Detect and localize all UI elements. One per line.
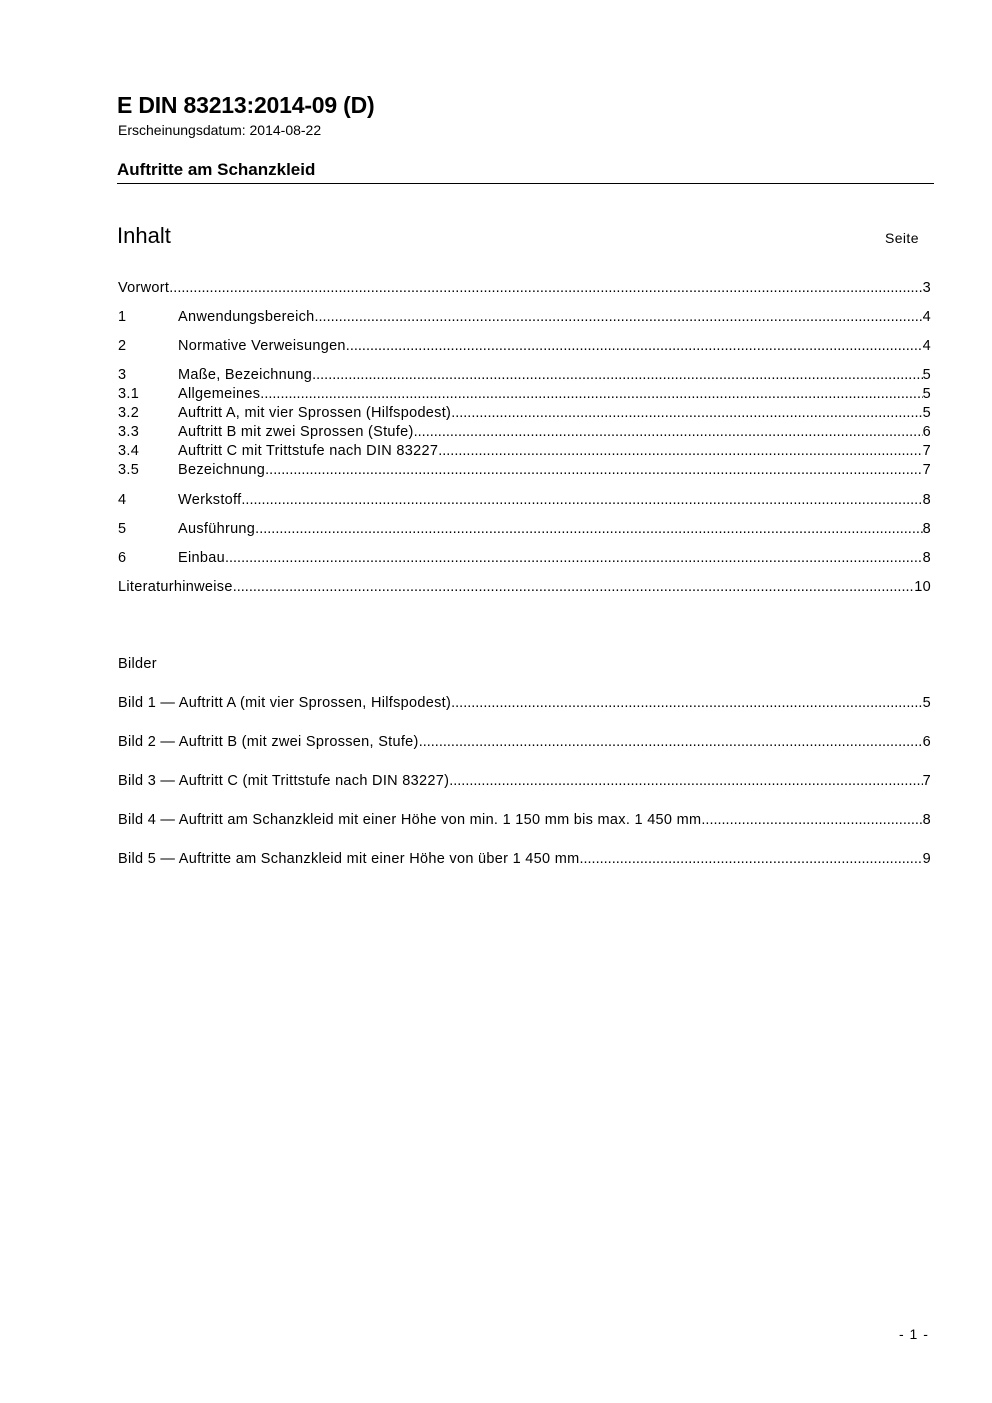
- toc-entry-label: Auftritt C mit Trittstufe nach DIN 83227: [178, 443, 439, 459]
- page-number: - 1 -: [899, 1326, 929, 1342]
- figure-entry-label: Bild 4 — Auftritt am Schanzkleid mit einer Höhe von min. 1 150 mm bis max. 1 450 mm: [118, 812, 702, 828]
- toc-entry-literaturhinweise[interactable]: [118, 578, 931, 596]
- dot-leader: [265, 461, 922, 479]
- toc-entry-number: 4: [118, 492, 127, 508]
- toc-entry-label: Allgemeines: [178, 386, 261, 402]
- toc-entry-number: 3.1: [118, 386, 140, 402]
- toc-entry-page: 3: [922, 280, 931, 296]
- figure-entry-page: 5: [922, 695, 931, 711]
- toc-entry-number: 2: [118, 338, 127, 354]
- dot-leader: [579, 850, 922, 868]
- document-subject: Auftritte am Schanzkleid: [117, 160, 316, 179]
- figure-entry-label: Bild 2 — Auftritt B (mit zwei Sprossen, Stufe): [118, 734, 419, 750]
- toc-entry-4[interactable]: [118, 491, 931, 509]
- toc-entry-1[interactable]: [118, 308, 931, 326]
- toc-entry-page: 10: [914, 579, 931, 595]
- dot-leader: [241, 491, 922, 509]
- page-column-label: Seite: [885, 230, 919, 246]
- figure-entry-5[interactable]: [118, 850, 931, 868]
- figure-entry-page: 9: [922, 851, 931, 867]
- dot-leader: [414, 423, 923, 441]
- figure-entry-4[interactable]: [118, 811, 931, 829]
- toc-entry-label: Einbau: [178, 550, 225, 566]
- toc-entry-label: Werkstoff: [178, 492, 242, 508]
- toc-entry-page: 8: [922, 521, 931, 537]
- document-title: E DIN 83213:2014-09 (D): [117, 92, 375, 118]
- toc-entry-number: 5: [118, 521, 127, 537]
- toc-entry-3-1[interactable]: [118, 385, 931, 403]
- toc-entry-label: Vorwort: [118, 280, 170, 296]
- figure-entry-label: Bild 3 — Auftritt C (mit Trittstufe nach DIN 83227): [118, 773, 450, 789]
- figures-heading: Bilder: [118, 656, 157, 672]
- toc-entry-number: 6: [118, 550, 127, 566]
- toc-entry-label: Literaturhinweise: [118, 579, 233, 595]
- toc-entry-page: 5: [922, 367, 931, 383]
- toc-entry-label: Auftritt A, mit vier Sprossen (Hilfspodest): [178, 405, 452, 421]
- figure-entry-page: 8: [922, 812, 931, 828]
- toc-entry-page: 8: [922, 492, 931, 508]
- dot-leader: [312, 366, 923, 384]
- toc-entry-page: 5: [922, 386, 931, 402]
- toc-entry-label: Maße, Bezeichnung: [178, 367, 313, 383]
- toc-entry-5[interactable]: [118, 520, 931, 538]
- toc-entry-label: Anwendungsbereich: [178, 309, 315, 325]
- publication-date: Erscheinungsdatum: 2014-08-22: [118, 122, 322, 138]
- dot-leader: [315, 308, 923, 326]
- toc-entry-label: Auftritt B mit zwei Sprossen (Stufe): [178, 424, 414, 440]
- toc-entry-number: 3.3: [118, 424, 140, 440]
- dot-leader: [451, 694, 923, 712]
- toc-entry-page: 4: [922, 309, 931, 325]
- toc-entry-number: 3.2: [118, 405, 140, 421]
- toc-entry-number: 3.5: [118, 462, 140, 478]
- dot-leader: [255, 520, 922, 538]
- toc-entry-page: 7: [922, 462, 931, 478]
- dot-leader: [233, 578, 915, 596]
- toc-entry-page: 4: [922, 338, 931, 354]
- dot-leader: [260, 385, 922, 403]
- figure-entry-3[interactable]: [118, 772, 931, 790]
- figure-entry-page: 7: [922, 773, 931, 789]
- dot-leader: [419, 733, 923, 751]
- figure-entry-label: Bild 1 — Auftritt A (mit vier Sprossen, Hilfspodest): [118, 695, 452, 711]
- toc-entry-label: Normative Verweisungen: [178, 338, 346, 354]
- toc-entry-3-4[interactable]: [118, 442, 931, 460]
- header-divider: [117, 183, 934, 184]
- toc-entry-3-3[interactable]: [118, 423, 931, 441]
- toc-entry-3-2[interactable]: [118, 404, 931, 422]
- toc-entry-number: 3: [118, 367, 127, 383]
- toc-entry-3-5[interactable]: [118, 461, 931, 479]
- dot-leader: [438, 442, 922, 460]
- toc-entry-number: 3.4: [118, 443, 140, 459]
- toc-entry-label: Bezeichnung: [178, 462, 266, 478]
- toc-entry-page: 8: [922, 550, 931, 566]
- toc-entry-page: 6: [922, 424, 931, 440]
- figure-entry-page: 6: [922, 734, 931, 750]
- toc-heading: Inhalt: [117, 223, 171, 248]
- toc-entry-page: 5: [922, 405, 931, 421]
- figure-entry-2[interactable]: [118, 733, 931, 751]
- toc-entry-number: 1: [118, 309, 127, 325]
- dot-leader: [225, 549, 923, 567]
- dot-leader: [346, 337, 923, 355]
- dot-leader: [701, 811, 922, 829]
- figure-entry-label: Bild 5 — Auftritte am Schanzkleid mit einer Höhe von über 1 450 mm: [118, 851, 580, 867]
- toc-entry-6[interactable]: [118, 549, 931, 567]
- toc-entry-page: 7: [922, 443, 931, 459]
- toc-entry-2[interactable]: [118, 337, 931, 355]
- toc-entry-3[interactable]: [118, 366, 931, 384]
- dot-leader: [169, 279, 922, 297]
- toc-entry-vorwort[interactable]: [118, 279, 931, 297]
- figure-entry-1[interactable]: [118, 694, 931, 712]
- toc-entry-label: Ausführung: [178, 521, 256, 537]
- dot-leader: [449, 772, 922, 790]
- dot-leader: [451, 404, 922, 422]
